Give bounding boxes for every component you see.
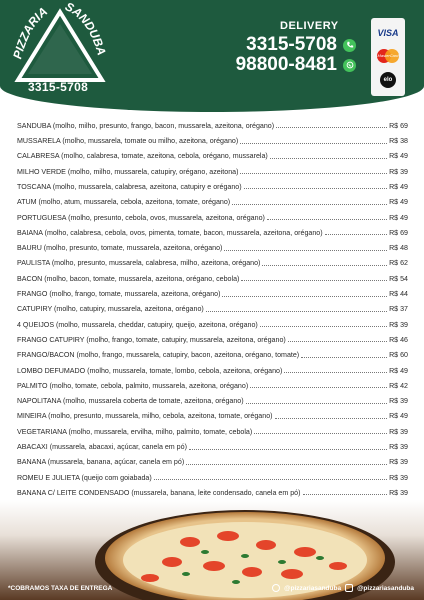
menu-item-price: R$ 39 bbox=[389, 473, 408, 482]
menu-item bbox=[17, 375, 408, 390]
menu-item-name: BAIANA (molho, calabresa, cebola, ovos, pimenta, tomate, bacon, mussarela, azeitona, orégano) bbox=[17, 228, 323, 237]
menu-item bbox=[17, 115, 408, 130]
menu-item-dots bbox=[241, 280, 387, 281]
menu-item bbox=[17, 314, 408, 329]
menu-item-name: PALMITO (molho, tomate, cebola, palmito, mussarela, azeitona, orégano) bbox=[17, 381, 249, 390]
menu-item-name: CALABRESA (molho, calabresa, tomate, azeitona, cebola, orégano, mussarela) bbox=[17, 152, 268, 161]
menu-item-name: BANANA (mussarela, banana, açúcar, canela em pó) bbox=[17, 458, 185, 467]
menu-item-name: BANANA C/ LEITE CONDENSADO (mussarela, banana, leite condensado, canela em pó) bbox=[17, 488, 301, 497]
menu-item-name: ROMEU E JULIETA (queijo com goiabada) bbox=[17, 473, 152, 482]
phone-1[interactable] bbox=[246, 34, 356, 56]
menu-item bbox=[17, 436, 408, 451]
menu-item-name: PORTUGUESA (molho, presunto, cebola, ovos, mussarela, azeitona, orégano) bbox=[17, 213, 265, 222]
menu-item-dots bbox=[240, 143, 387, 144]
menu-item-name: MINEIRA (molho, presunto, mussarela, milho, cebola, azeitona, tomate, orégano) bbox=[17, 412, 273, 421]
menu-item-dots bbox=[244, 188, 387, 189]
menu-item bbox=[17, 222, 408, 237]
menu-item bbox=[17, 176, 408, 191]
delivery-fee-note: *COBRAMOS TAXA DE ENTREGA bbox=[8, 585, 113, 592]
menu-item-price: R$ 69 bbox=[389, 228, 408, 237]
menu-item-dots bbox=[303, 494, 388, 495]
menu-item-price: R$ 39 bbox=[389, 488, 408, 497]
instagram-handle[interactable]: @pizzariasanduba bbox=[357, 584, 414, 592]
menu-item-name: ABACAXI (mussarela, abacaxi, açúcar, canela em pó) bbox=[17, 443, 187, 452]
menu-item-dots bbox=[154, 479, 387, 480]
menu-item-price: R$ 49 bbox=[389, 213, 408, 222]
menu-item-price: R$ 39 bbox=[389, 458, 408, 467]
menu-item bbox=[17, 161, 408, 176]
logo-text-left: PIZZARIA bbox=[10, 4, 51, 61]
menu-item bbox=[17, 406, 408, 421]
elo-icon: elo bbox=[380, 72, 396, 88]
menu-item-dots bbox=[276, 127, 387, 128]
header bbox=[0, 0, 424, 112]
menu-item-name: NAPOLITANA (molho, mussarela coberta de tomate, azeitona, orégano) bbox=[17, 397, 244, 406]
menu-item-price: R$ 39 bbox=[389, 427, 408, 436]
menu-item-dots bbox=[260, 326, 387, 327]
visa-icon: VISA bbox=[377, 28, 399, 38]
menu-item bbox=[17, 299, 408, 314]
menu-item-price: R$ 60 bbox=[389, 351, 408, 360]
menu-item-dots bbox=[246, 403, 387, 404]
menu-item-dots bbox=[262, 265, 387, 266]
menu-item-dots bbox=[270, 158, 387, 159]
menu-item-name: MILHO VERDE (molho, milho, mussarela, catupiry, orégano, azeitona) bbox=[17, 167, 239, 176]
menu-item-dots bbox=[325, 234, 387, 235]
menu-item-name: SANDUBA (molho, milho, presunto, frango, bacon, mussarela, azeitona, orégano) bbox=[17, 121, 275, 130]
phone-1-number: 3315-5708 bbox=[246, 34, 337, 55]
menu-item bbox=[17, 390, 408, 405]
menu-item-price: R$ 49 bbox=[389, 152, 408, 161]
phone-2-number: 98800-8481 bbox=[235, 54, 337, 75]
menu-item-price: R$ 48 bbox=[389, 244, 408, 253]
menu-item bbox=[17, 268, 408, 283]
menu-item-dots bbox=[301, 357, 387, 358]
logo-text-right: SANDUBA bbox=[62, 2, 109, 57]
social-links bbox=[272, 584, 414, 592]
menu-item-dots bbox=[222, 296, 387, 297]
menu-item-dots bbox=[284, 372, 387, 373]
menu-item bbox=[17, 237, 408, 252]
menu-item-price: R$ 49 bbox=[389, 412, 408, 421]
menu-item-name: LOMBO DEFUMADO (molho, mussarela, tomate, lombo, cebola, azeitona, orégano) bbox=[17, 366, 283, 375]
menu-item bbox=[17, 482, 408, 497]
menu-item-price: R$ 49 bbox=[389, 182, 408, 191]
menu-item-price: R$ 39 bbox=[389, 443, 408, 452]
menu-item-price: R$ 49 bbox=[389, 366, 408, 375]
menu-item-dots bbox=[206, 311, 387, 312]
menu-item-price: R$ 37 bbox=[389, 305, 408, 314]
menu-item-price: R$ 38 bbox=[389, 137, 408, 146]
menu-item bbox=[17, 344, 408, 359]
menu-item-price: R$ 69 bbox=[389, 121, 408, 130]
instagram-icon bbox=[345, 584, 353, 592]
facebook-icon bbox=[272, 584, 280, 592]
menu-item-price: R$ 54 bbox=[389, 274, 408, 283]
menu-item bbox=[17, 467, 408, 482]
menu-item-price: R$ 62 bbox=[389, 259, 408, 268]
menu-item bbox=[17, 329, 408, 344]
menu-item-price: R$ 39 bbox=[389, 320, 408, 329]
menu-item-name: VEGETARIANA (molho, mussarela, ervilha, milho, palmito, tomate, cebola) bbox=[17, 427, 253, 436]
menu-item-dots bbox=[186, 464, 387, 465]
phone-icon bbox=[343, 39, 356, 52]
menu-item bbox=[17, 421, 408, 436]
menu-item-price: R$ 46 bbox=[389, 335, 408, 344]
menu-item-dots bbox=[254, 433, 387, 434]
menu-item-name: CATUPIRY (molho, catupiry, mussarela, azeitona, orégano) bbox=[17, 305, 204, 314]
delivery-label: DELIVERY bbox=[280, 20, 339, 32]
mastercard-label: MasterCard bbox=[377, 53, 399, 58]
menu-item bbox=[17, 253, 408, 268]
menu-item-name: FRANGO/BACON (molho, frango, mussarela, catupiry, bacon, azeitona, orégano, tomate) bbox=[17, 351, 300, 360]
payment-cards bbox=[371, 18, 405, 96]
menu-item-name: 4 QUEIJOS (molho, mussarela, cheddar, catupiry, queijo, azeitona, orégano) bbox=[17, 320, 258, 329]
menu-item-dots bbox=[275, 418, 388, 419]
menu-item bbox=[17, 146, 408, 161]
menu-item-dots bbox=[267, 219, 387, 220]
menu-item-name: BACON (molho, bacon, tomate, mussarela, azeitona, orégano, cebola) bbox=[17, 274, 240, 283]
logo-phone: 3315-5708 bbox=[27, 80, 89, 94]
menu-item-dots bbox=[240, 173, 387, 174]
menu-item-price: R$ 39 bbox=[389, 397, 408, 406]
facebook-handle[interactable]: @pizzariasanduba bbox=[284, 584, 342, 592]
menu-item-name: TOSCANA (molho, mussarela, calabresa, azeitona, catupiry e orégano) bbox=[17, 182, 242, 191]
menu-item bbox=[17, 191, 408, 206]
mastercard-icon bbox=[374, 48, 402, 64]
whatsapp-icon bbox=[343, 59, 356, 72]
menu-item bbox=[17, 207, 408, 222]
phone-2[interactable] bbox=[236, 54, 356, 76]
menu-item-name: PAULISTA (molho, presunto, mussarela, calabresa, milho, azeitona, orégano) bbox=[17, 259, 261, 268]
menu-item-name: MUSSARELA (molho, mussarela, tomate ou milho, azeitona, orégano) bbox=[17, 137, 239, 146]
menu-item-name: BAURU (molho, presunto, tomate, mussarela, azeitona, orégano) bbox=[17, 244, 223, 253]
menu-item-dots bbox=[189, 449, 387, 450]
menu-item bbox=[17, 360, 408, 375]
menu-item-name: ATUM (molho, atum, mussarela, cebola, azeitona, tomate, orégano) bbox=[17, 198, 231, 207]
menu-item bbox=[17, 130, 408, 145]
menu-item-name: FRANGO CATUPIRY (molho, frango, tomate, catupiry, mussarela, azeitona, orégano) bbox=[17, 335, 286, 344]
menu-item bbox=[17, 283, 408, 298]
menu-item-price: R$ 42 bbox=[389, 381, 408, 390]
menu-item-dots bbox=[250, 387, 387, 388]
menu-item-dots bbox=[288, 341, 387, 342]
menu-item-name: FRANGO (molho, frango, tomate, mussarela, azeitona, orégano) bbox=[17, 290, 221, 299]
menu-item-price: R$ 49 bbox=[389, 198, 408, 207]
menu-item-price: R$ 44 bbox=[389, 290, 408, 299]
menu-item bbox=[17, 452, 408, 467]
menu-item-dots bbox=[224, 250, 387, 251]
menu-item-dots bbox=[232, 204, 387, 205]
menu-list bbox=[17, 115, 408, 497]
menu-item-price: R$ 39 bbox=[389, 167, 408, 176]
